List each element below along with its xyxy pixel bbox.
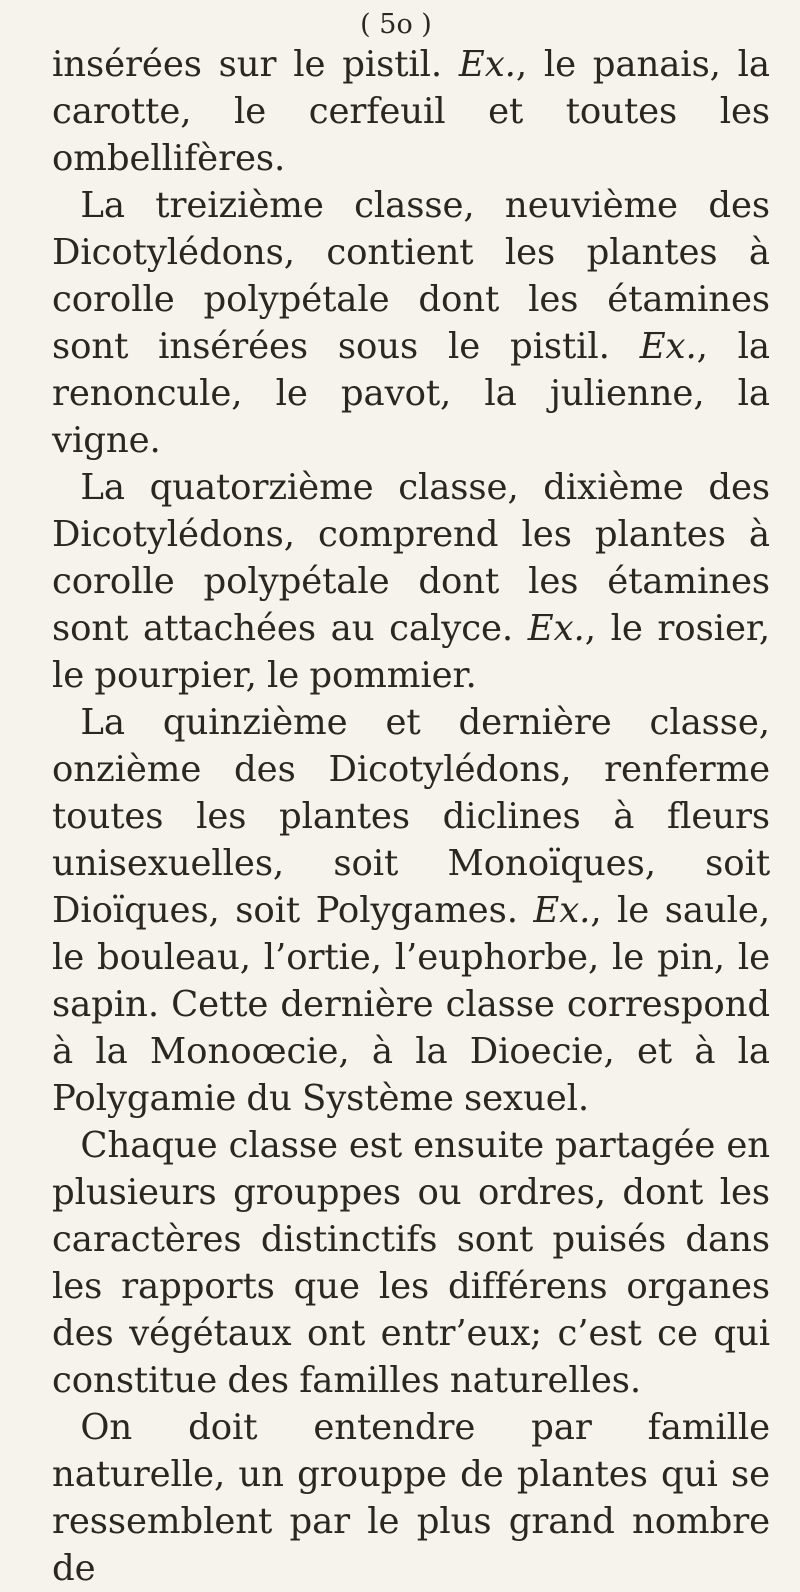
page-number: ( 5o ) [360, 9, 432, 40]
italic-abbreviation: Ex. [527, 608, 585, 649]
text-segment: , la renoncule, le pavot, la julienne, la vigne. [52, 326, 770, 461]
paragraph [52, 699, 770, 1122]
text-segment: , le saule, le bouleau, l’ortie, l’euphorbe, le pin, le sapin. Cette dernière classe correspond à la Monoœcie, à la Dioecie, et à la Polygamie du Système sexuel. [52, 890, 770, 1119]
paragraph [52, 1122, 770, 1404]
text-segment: , le panais, la carotte, le cerfeuil et toutes les ombellifères. [52, 44, 771, 179]
text-segment: On doit entendre par famille naturelle, un grouppe de plantes qui se ressemblent par le plus grand nombre de [52, 1407, 770, 1589]
page-text [52, 41, 770, 1592]
text-segment: insérées sur le pistil. [52, 44, 459, 85]
paragraph [52, 1404, 770, 1592]
paragraph [52, 41, 770, 182]
text-segment: Chaque classe est ensuite partagée en plusieurs grouppes ou ordres, dont les caractères distinctifs sont puisés dans les rapports que les différens organes des végétaux ont entr’eux; c’est ce qui constitue des familles naturelles. [52, 1125, 770, 1401]
italic-abbreviation: Ex. [533, 890, 591, 931]
italic-abbreviation: Ex. [458, 44, 516, 85]
paragraph [52, 464, 770, 699]
text-segment: La quinzième et dernière classe, onzième des Dicotylédons, renferme toutes les plantes diclines à fleurs unisexuelles, soit Monoïques, soit Dioïques, soit Polygames. [52, 702, 770, 931]
italic-abbreviation: Ex. [639, 326, 697, 367]
text-segment: , le rosier, le pourpier, le pommier. [52, 608, 771, 696]
text-segment: La treizième classe, neuvième des Dicotylédons, contient les plantes à corolle polypétale dont les étamines sont insérées sous le pistil. [52, 185, 770, 367]
paragraph [52, 182, 770, 464]
text-segment: La quatorzième classe, dixième des Dicotylédons, comprend les plantes à corolle polypétale dont les étamines sont attachées au calyce. [52, 467, 770, 649]
